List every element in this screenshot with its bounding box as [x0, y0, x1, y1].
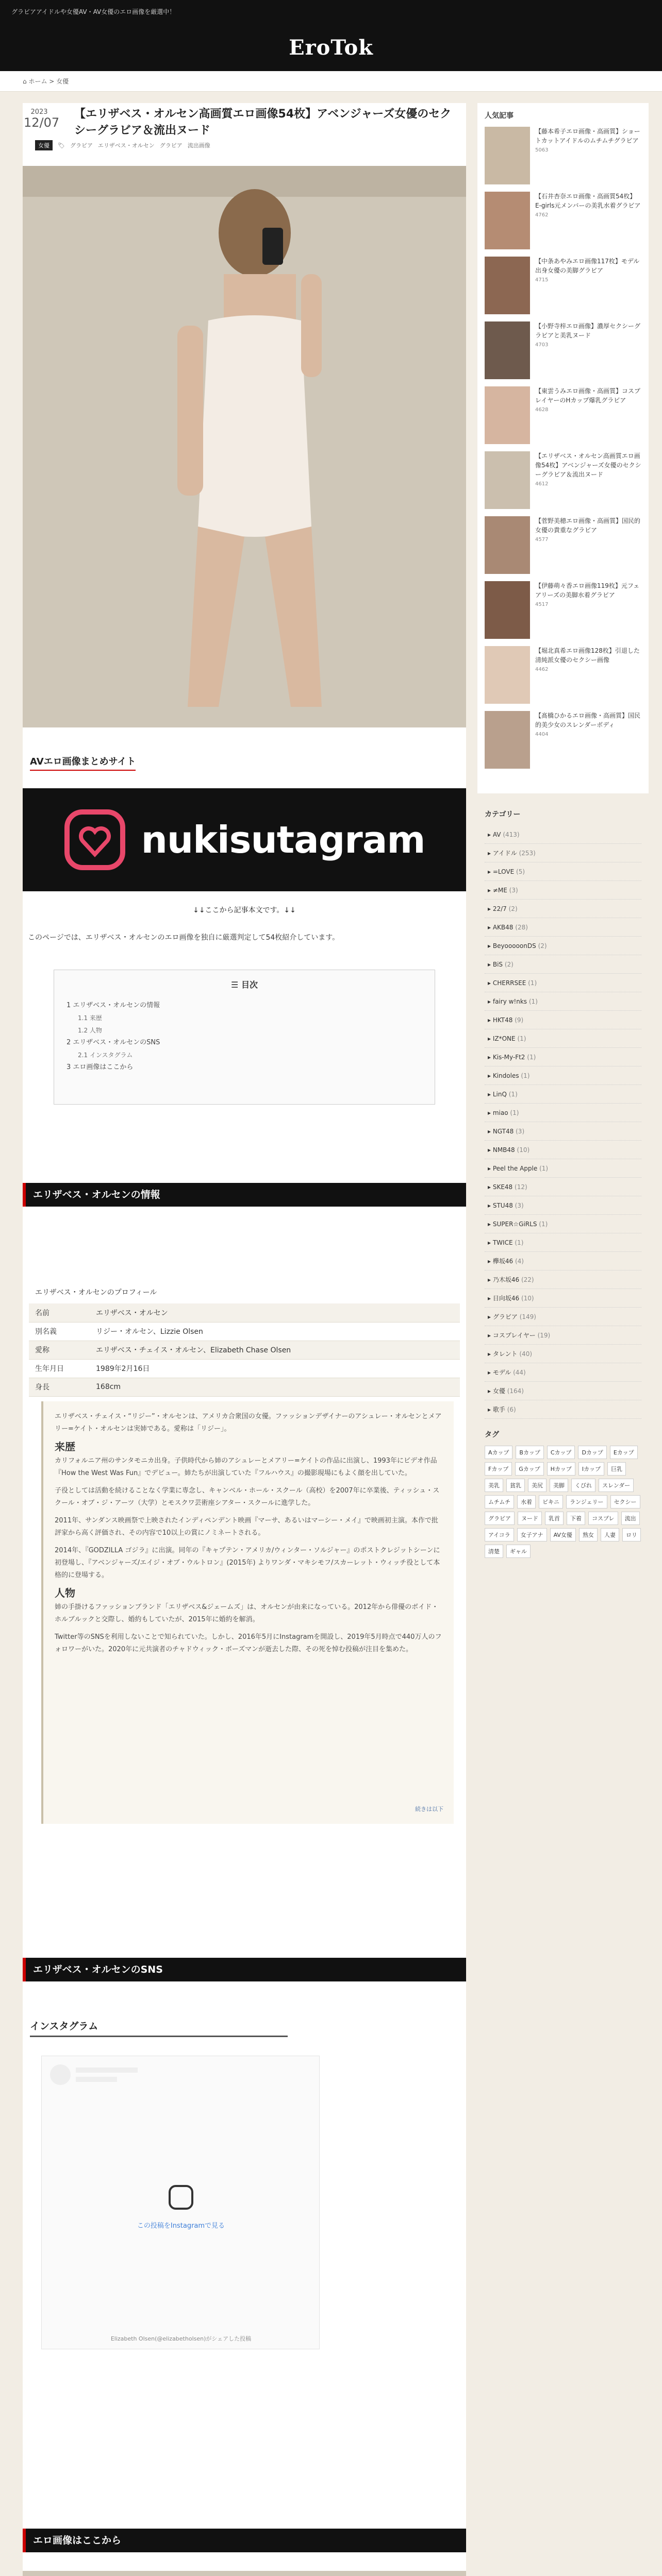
- folder-icon: ▸: [488, 942, 493, 950]
- folder-icon: ▸: [488, 1276, 493, 1283]
- post-tag[interactable]: グラビア: [159, 142, 183, 149]
- heart-logo-icon: [64, 809, 126, 871]
- table-row: 愛称 エリザベス・チェイス・オルセン、Elizabeth Chase Olsen: [29, 1341, 460, 1359]
- folder-icon: ▸: [488, 1332, 493, 1339]
- tag-chip[interactable]: グラビア: [485, 1512, 515, 1525]
- category-item[interactable]: ▸ モデル (44): [485, 1363, 641, 1382]
- folder-icon: ▸: [488, 1035, 493, 1042]
- biography-box: [41, 1401, 454, 1824]
- bio-intro: エリザベス・チェイス・“リジー”・オルセンは、アメリカ合衆国の女優。ファッションデザイナーのアシュレー・オルセンとメアリー=ケイト・オルセンは実姉である。愛称は「リジー」。: [55, 1413, 442, 1433]
- tag-chip[interactable]: くびれ: [571, 1479, 595, 1492]
- folder-icon: ▸: [488, 1313, 493, 1320]
- folder-icon: ▸: [488, 998, 493, 1005]
- breadcrumb-separator: >: [49, 78, 55, 85]
- photo-figure: [23, 166, 466, 727]
- tag-chip[interactable]: アイコラ: [485, 1528, 514, 1541]
- tag-chip[interactable]: 熟女: [579, 1528, 598, 1541]
- tag-chip[interactable]: ロリ: [622, 1528, 641, 1541]
- folder-icon: ▸: [488, 1350, 493, 1358]
- top-tagline-bar: [0, 0, 662, 24]
- list-icon: ☰: [231, 980, 241, 990]
- tag-chip[interactable]: Bカップ: [516, 1446, 543, 1459]
- category-item[interactable]: ▸ 22/7 (2): [485, 900, 641, 918]
- category-item[interactable]: ▸ BeyooooonDS (2): [485, 937, 641, 955]
- category-item[interactable]: ▸ Kis-My-Ft2 (1): [485, 1048, 641, 1066]
- instagram-icon: [169, 2185, 193, 2210]
- page-title: 【エリザベス・オルセン高画質エロ画像54枚】アベンジャーズ女優のセクシーグラビア＆流出ヌード: [74, 108, 452, 137]
- instagram-credit[interactable]: Elizabeth Olsen(@elizabetholsen)がシェアした投稿: [110, 2335, 252, 2342]
- tag-chip[interactable]: Aカップ: [485, 1446, 512, 1459]
- toc-item[interactable]: 2.1 インスタグラム: [78, 1052, 133, 1059]
- popular-thumb[interactable]: [485, 386, 530, 444]
- popular-item[interactable]: 【小野寺梓エロ画像】濃厚セクシーグラビアと美乳ヌード 4703: [485, 321, 641, 379]
- folder-icon: ▸: [488, 1221, 493, 1228]
- popular-item[interactable]: 【石井杏奈エロ画像・高画質54枚】E-girls元メンバーの美乳水着グラビア 4762: [485, 192, 641, 249]
- table-of-contents: [54, 970, 435, 1105]
- bio-paragraph: カリフォルニア州のサンタモニカ出身。子供時代から姉のアシュレーとメアリー=ケイトの作品に出演し、1993年にビデオ作品『How the West Was Fun』でデビュー。姉たちが出演していた『フルハウス』の撮影現場にもよく顔を出していた。: [55, 1457, 437, 1477]
- folder-icon: ▸: [488, 1295, 493, 1302]
- category-item[interactable]: ▸ 歌手 (6): [485, 1400, 641, 1419]
- category-item[interactable]: ▸ Peel the Apple (1): [485, 1159, 641, 1178]
- breadcrumb-home[interactable]: ホーム: [28, 78, 47, 85]
- popular-thumb[interactable]: [485, 711, 530, 769]
- tag-chip[interactable]: ランジェリー: [566, 1495, 607, 1509]
- intro-text: このページでは、エリザベス・オルセンのエロ画像を独自に厳選判定して54枚紹介しています。: [28, 934, 340, 942]
- category-item[interactable]: ▸ CHERRSEE (1): [485, 974, 641, 992]
- section-heading-sns: エリザベス・オルセンのSNS: [23, 1958, 466, 1981]
- tag-chip[interactable]: Iカップ: [578, 1462, 604, 1476]
- popular-thumb[interactable]: [485, 646, 530, 704]
- sidebar: [477, 103, 649, 2576]
- folder-icon: ▸: [488, 961, 493, 968]
- folder-icon: ▸: [488, 1387, 493, 1395]
- tag-chip[interactable]: ギャル: [506, 1545, 531, 1558]
- folder-icon: ▸: [488, 1239, 493, 1246]
- folder-icon: ▸: [488, 924, 493, 931]
- folder-icon: ▸: [488, 1054, 493, 1061]
- toc-item[interactable]: 1 エリザベス・オルセンの情報: [67, 1002, 160, 1009]
- folder-icon: ▸: [488, 1109, 493, 1116]
- category-item[interactable]: ▸ HKT48 (9): [485, 1011, 641, 1029]
- category-item[interactable]: ▸ AKB48 (28): [485, 918, 641, 937]
- popular-item[interactable]: 【藤本希子エロ画像・高画質】ショートカットアイドルのムチムチグラビア 5063: [485, 127, 641, 184]
- post-tag[interactable]: 流出画像: [187, 142, 210, 149]
- popular-item[interactable]: 【堀北真希エロ画像128枚】引退した清純派女優のセクシー画像 4462: [485, 646, 641, 704]
- category-item[interactable]: ▸ NGT48 (3): [485, 1122, 641, 1141]
- tag-chip[interactable]: コスプレ: [588, 1512, 618, 1525]
- table-row: 身長 168cm: [29, 1378, 460, 1396]
- tag-chip[interactable]: 貧乳: [506, 1479, 525, 1492]
- post-date-monthday: 12/07: [24, 115, 60, 130]
- tag-chip[interactable]: スレンダー: [599, 1479, 634, 1492]
- popular-heading: 人気記事: [485, 112, 514, 120]
- profile-table: [29, 1303, 460, 1397]
- ad-heading: AVエロ画像まとめサイト: [30, 754, 136, 771]
- category-item[interactable]: ▸ STU48 (3): [485, 1196, 641, 1215]
- post-tags: [35, 140, 210, 150]
- category-widget: [477, 809, 649, 1419]
- toc-item[interactable]: 1.1 来歴: [78, 1014, 102, 1022]
- folder-icon: ▸: [488, 1202, 493, 1209]
- tag-chip[interactable]: Cカップ: [547, 1446, 575, 1459]
- popular-item[interactable]: 【伊藤萌々香エロ画像119枚】元フェアリーズの美脚水着グラビア 4517: [485, 581, 641, 639]
- tag-chip[interactable]: ムチムチ: [485, 1495, 514, 1509]
- breadcrumb: [0, 71, 662, 92]
- category-item[interactable]: ▸ miao (1): [485, 1104, 641, 1122]
- tag-chip[interactable]: 清楚: [485, 1545, 503, 1558]
- folder-icon: ▸: [488, 1369, 493, 1376]
- tag-chip[interactable]: ビキニ: [539, 1495, 563, 1509]
- folder-icon: ▸: [488, 905, 493, 912]
- bio-paragraph: 2014年、『GODZILLA ゴジラ』に出演。同年の『キャプテン・アメリカ/ウィンター・ソルジャー』のポストクレジットシーンに初登場し、『アベンジャーズ/エイジ・オブ・ウルトロン』(2015年) よりワンダ・マキシモフ/スカーレット・ウィッチ役として本格的に登場する。: [55, 1547, 440, 1579]
- folder-icon: ▸: [488, 831, 493, 838]
- tag-chip[interactable]: Fカップ: [485, 1462, 512, 1476]
- category-item[interactable]: ▸ AV (413): [485, 825, 641, 844]
- tag-chip[interactable]: Hカップ: [547, 1462, 575, 1476]
- bio-paragraph: 子役としては活動を続けることなく学業に専念し、キャンベル・ホール・スクール（高校）を2007年に卒業後、ティッシュ・スクール・オブ・ジ・アーツ（大学）とモスクワ芸術座シアター・スクールに進学した。: [55, 1487, 440, 1507]
- folder-icon: ▸: [488, 1406, 493, 1413]
- category-heading: カテゴリー: [485, 810, 521, 819]
- category-item[interactable]: ▸ 乃木坂46 (22): [485, 1270, 641, 1289]
- category-badge[interactable]: 女優: [35, 140, 53, 150]
- category-item[interactable]: ▸ ≠ME (3): [485, 881, 641, 900]
- folder-icon: ▸: [488, 1258, 493, 1265]
- category-item[interactable]: ▸ グラビア (149): [485, 1308, 641, 1326]
- banner-logo-text: nukisutagram: [141, 818, 425, 861]
- tag-chip[interactable]: Eカップ: [610, 1446, 638, 1459]
- category-item[interactable]: ▸ 女優 (164): [485, 1382, 641, 1400]
- toc-item[interactable]: 2 エリザベス・オルセンのSNS: [67, 1039, 160, 1046]
- tag-chip[interactable]: AV女優: [550, 1528, 576, 1541]
- tag-chip[interactable]: Gカップ: [515, 1462, 543, 1476]
- post-tag[interactable]: エリザベス・オルセン: [97, 142, 155, 149]
- tag-chip[interactable]: 水着: [517, 1495, 536, 1509]
- folder-icon: ▸: [488, 1016, 493, 1024]
- breadcrumb-current[interactable]: 女優: [56, 78, 69, 85]
- folder-icon: ▸: [488, 850, 493, 857]
- tag-chip[interactable]: 美乳: [485, 1479, 503, 1492]
- embed-skeleton: [76, 2067, 138, 2073]
- tag-chip[interactable]: 流出: [621, 1512, 640, 1525]
- tag-chip[interactable]: 美尻: [528, 1479, 547, 1492]
- toc-item[interactable]: 1.2 人物: [78, 1027, 102, 1034]
- tag-chip[interactable]: Dカップ: [578, 1446, 606, 1459]
- table-row: 生年月日 1989年2月16日: [29, 1359, 460, 1378]
- popular-thumb[interactable]: [485, 581, 530, 639]
- popular-thumb[interactable]: [485, 451, 530, 509]
- popular-item[interactable]: 【髙橋ひかるエロ画像・高画質】国民的美少女のスレンダーボディ 4404: [485, 711, 641, 769]
- toc-title: ☰ 目次: [231, 980, 258, 990]
- folder-icon: ▸: [488, 1165, 493, 1172]
- bio-paragraph: 2011年、サンダンス映画祭で上映されたインディペンデント映画『マーサ、あるいはマーシー・メイ』で映画初主演。本作で批評家から高く評価され、その内容で10以上の賞にノミネートされる。: [55, 1517, 438, 1537]
- gallery-photo[interactable]: [23, 2571, 466, 2576]
- folder-icon: ▸: [488, 868, 493, 875]
- category-item[interactable]: ▸ NMB48 (10): [485, 1141, 641, 1159]
- table-row: 別名義 リジー・オルセン、Lizzie Olsen: [29, 1322, 460, 1341]
- popular-item[interactable]: 【東雲うみエロ画像・高画質】コスプレイヤーのHカップ爆乳グラビア 4628: [485, 386, 641, 444]
- nukisutagram-banner[interactable]: [23, 788, 466, 891]
- home-icon[interactable]: ⌂: [23, 78, 27, 85]
- bio-paragraph: 姉の手掛けるファッションブランド「エリザベス&ジェームズ」は、オルセンが由来になっている。2012年から俳優のボイド・ホルブルックと交際し、婚約もしていたが、2015年に婚約を解消。: [55, 1603, 439, 1623]
- site-header: [0, 24, 662, 71]
- tag-widget: [477, 1419, 649, 1558]
- read-more-link[interactable]: 続きは以下: [415, 1806, 443, 1812]
- folder-icon: ▸: [488, 979, 493, 987]
- instagram-heading: インスタグラム: [30, 2019, 288, 2037]
- post-tag[interactable]: グラビア: [70, 142, 93, 149]
- category-item[interactable]: ▸ SUPER☆GiRLS (1): [485, 1215, 641, 1233]
- category-item[interactable]: ▸ fairy w!nks (1): [485, 992, 641, 1011]
- folder-icon: ▸: [488, 1146, 493, 1154]
- popular-thumb[interactable]: [485, 516, 530, 574]
- popular-item[interactable]: 【菅野美穂エロ画像・高画質】国民的女優の貴重なグラビア 4577: [485, 516, 641, 574]
- tag-icon: 🏷: [58, 142, 65, 149]
- toc-list: [67, 999, 435, 1074]
- category-item[interactable]: ▸ TWICE (1): [485, 1233, 641, 1252]
- article: [23, 103, 466, 2576]
- instagram-embed[interactable]: [41, 2056, 320, 2349]
- post-date-year: 2023: [30, 108, 48, 116]
- popular-thumb[interactable]: [485, 257, 530, 314]
- category-item[interactable]: ▸ SKE48 (12): [485, 1178, 641, 1196]
- popular-item[interactable]: 【エリザベス・オルセン高画質エロ画像54枚】アベンジャーズ女優のセクシーグラビア＆流出ヌード 4612: [485, 451, 641, 509]
- bio-heading-person: 人物: [55, 1587, 75, 1599]
- folder-icon: ▸: [488, 887, 493, 894]
- tag-chip[interactable]: 女子アナ: [517, 1528, 547, 1541]
- category-item[interactable]: ▸ コスプレイヤー (19): [485, 1326, 641, 1345]
- tag-chip[interactable]: 下着: [567, 1512, 585, 1525]
- folder-icon: ▸: [488, 1183, 493, 1191]
- section-heading-info: エリザベス・オルセンの情報: [23, 1183, 466, 1207]
- category-item[interactable]: ▸ BiS (2): [485, 955, 641, 974]
- table-row: 名前 エリザベス・オルセン: [29, 1303, 460, 1322]
- tag-chip[interactable]: セクシー: [610, 1495, 640, 1509]
- category-list: [485, 825, 641, 1419]
- tag-chip[interactable]: 乳首: [545, 1512, 564, 1525]
- tag-chip[interactable]: 巨乳: [607, 1462, 626, 1476]
- embed-skeleton: [76, 2077, 117, 2082]
- section-heading-images: エロ画像はここから: [23, 2529, 466, 2552]
- site-logo[interactable]: EroTok: [289, 35, 373, 60]
- folder-icon: ▸: [488, 1091, 493, 1098]
- category-item[interactable]: ▸ タレント (40): [485, 1345, 641, 1363]
- category-item[interactable]: ▸ IZ*ONE (1): [485, 1029, 641, 1048]
- popular-widget: [477, 103, 649, 793]
- toc-item[interactable]: 3 エロ画像はここから: [67, 1063, 134, 1071]
- category-item[interactable]: ▸ 欅坂46 (4): [485, 1252, 641, 1270]
- tag-chip[interactable]: ヌード: [518, 1512, 542, 1525]
- site-tagline: グラビアアイドルや女優AV・AV女優のエロ画像を厳選中！: [11, 8, 176, 15]
- photo-figure: [23, 2571, 466, 2576]
- popular-thumb[interactable]: [485, 321, 530, 379]
- tag-cloud: [485, 1446, 641, 1558]
- tag-chip[interactable]: 人妻: [601, 1528, 619, 1541]
- hero-photo[interactable]: [23, 166, 466, 727]
- category-item[interactable]: ▸ =LOVE (5): [485, 862, 641, 881]
- post-date: [24, 108, 60, 130]
- popular-thumb[interactable]: [485, 127, 530, 184]
- embed-avatar-placeholder: [50, 2064, 71, 2085]
- tag-heading: タグ: [485, 1431, 499, 1439]
- folder-icon: ▸: [488, 1128, 493, 1135]
- popular-thumb[interactable]: [485, 192, 530, 249]
- bio-heading-history: 来歴: [55, 1440, 75, 1453]
- category-item[interactable]: ▸ LinQ (1): [485, 1085, 641, 1104]
- profile-title: エリザベス・オルセンのプロフィール: [35, 1289, 157, 1297]
- article-start-note: ↓↓ここから記事本文です。↓↓: [193, 906, 296, 914]
- instagram-view-link[interactable]: この投稿をInstagramで見る: [137, 2222, 225, 2230]
- bio-paragraph: Twitter等のSNSを利用しないことで知られていた。しかし、2016年5月にInstagramを開設し、2019年5月時点で440万人のフォロワーがいた。2020年に元共演者のチャドウィック・ボーズマンが逝去した際、その死を悼む投稿が注目を集めた。: [55, 1633, 442, 1653]
- folder-icon: ▸: [488, 1072, 493, 1079]
- tag-chip[interactable]: 美脚: [550, 1479, 568, 1492]
- category-item[interactable]: ▸ 日向坂46 (10): [485, 1289, 641, 1308]
- category-item[interactable]: ▸ Kindoles (1): [485, 1066, 641, 1085]
- popular-item[interactable]: 【中条あやみエロ画像117枚】モデル出身女優の美脚グラビア 4715: [485, 257, 641, 314]
- post-header: [23, 103, 466, 165]
- category-item[interactable]: ▸ アイドル (253): [485, 844, 641, 862]
